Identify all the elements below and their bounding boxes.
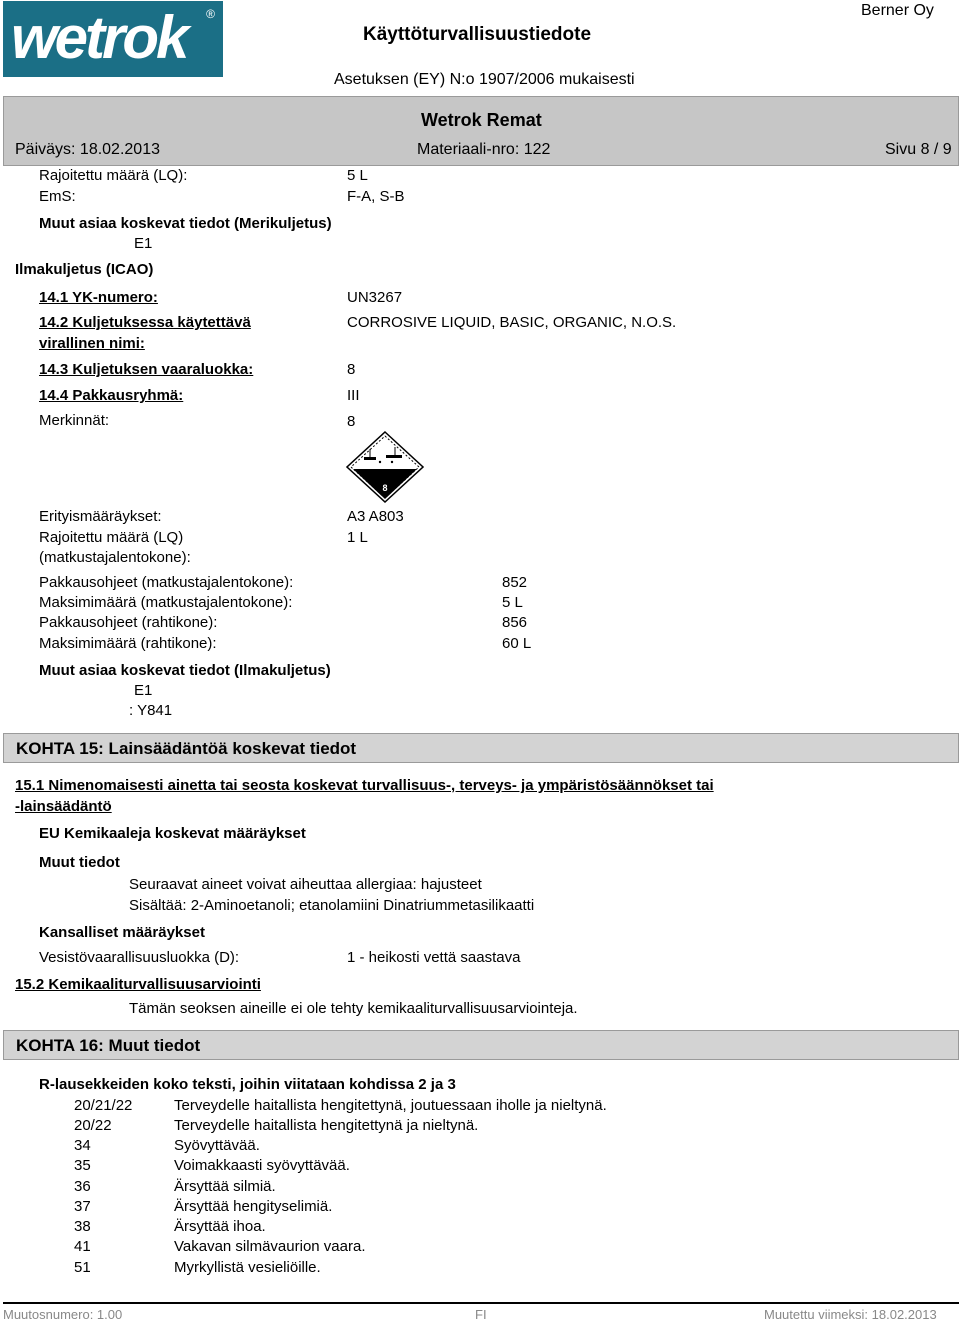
r-phrase-text: Terveydelle haitallista hengitettynä, joutuessaan iholle ja nieltynä. [174,1097,607,1114]
air-pg-value: III [347,387,360,404]
section-15-2-heading: 15.2 Kemikaaliturvallisuusarviointi [15,976,261,993]
air-name-value: CORROSIVE LIQUID, BASIC, ORGANIC, N.O.S. [347,314,677,331]
section-16-title: KOHTA 16: Muut tiedot [16,1036,201,1055]
section-15-title: KOHTA 15: Lainsäädäntöä koskevat tiedot [16,739,357,758]
r-phrase-code: 35 [74,1157,91,1174]
sea-ems-label: EmS: [39,188,76,205]
section-15-2-text: Tämän seoksen aineille ei ole tehty kemikaaliturvallisuusarviointeja. [129,1000,578,1017]
regulation-line: Asetuksen (EY) N:o 1907/2006 mukaisesti [334,71,635,88]
air-max-pax-value: 5 L [502,594,523,611]
air-labels-label: Merkinnät: [39,412,110,429]
r-phrase-text: Vakavan silmävaurion vaara. [174,1238,366,1255]
section-15-1-line-1: 15.1 Nimenomaisesti ainetta tai seosta koskevat turvallisuus-, terveys- ja ympäristösäännökset tai [15,777,714,794]
air-other-heading: Muut asiaa koskevat tiedot (Ilmakuljetus) [39,662,331,679]
air-pi-cargo-label: Pakkausohjeet (rahtikone): [39,614,218,631]
r-phrase-code: 20/22 [74,1117,112,1134]
air-other-value-1: E1 [134,682,153,699]
air-pi-pax-label: Pakkausohjeet (matkustajalentokone): [39,574,294,591]
water-hazard-label: Vesistövaarallisuusluokka (D): [39,949,240,966]
air-un-label: 14.1 YK-numero: [39,289,158,306]
air-lq-label-1: Rajoitettu määrä (LQ) [39,529,184,546]
air-class-label: 14.3 Kuljetuksen vaaraluokka: [39,361,254,378]
pictogram-number: 8 [382,483,388,493]
r-phrase-text: Terveydelle haitallista hengitettynä ja nieltynä. [174,1117,479,1134]
r-phrase-text: Ärsyttää silmiä. [174,1178,276,1195]
logo-text: wetrok [11,4,187,71]
company-name: Berner Oy [861,2,934,19]
r-phrase-code: 34 [74,1137,91,1154]
air-labels-value: 8 [347,413,356,430]
sea-other-value: E1 [134,235,153,252]
air-other-value-2: : Y841 [129,702,173,719]
air-special-label: Erityismääräykset: [39,508,162,525]
document-title: Käyttöturvallisuustiedote [363,24,592,45]
registered-mark: ® [206,7,215,21]
corrosive-hazard-icon [346,431,424,503]
national-regulations-heading: Kansalliset määräykset [39,924,205,941]
r-phrase-text: Myrkyllistä vesieliöille. [174,1259,321,1276]
language-code: FI [475,1307,487,1321]
sea-other-heading: Muut asiaa koskevat tiedot (Merikuljetus) [39,215,332,232]
air-pi-cargo-value: 856 [502,614,528,631]
r-phrase-code: 38 [74,1218,91,1235]
r-phrase-text: Ärsyttää ihoa. [174,1218,266,1235]
air-max-cargo-value: 60 L [502,635,532,652]
r-phrase-code: 41 [74,1238,91,1255]
air-max-pax-label: Maksimimäärä (matkustajalentokone): [39,594,293,611]
product-name: Wetrok Remat [421,110,542,130]
air-pi-pax-value: 852 [502,574,528,591]
air-name-label-2: virallinen nimi: [39,335,145,352]
air-name-label-1: 14.2 Kuljetuksessa käytettävä [39,314,251,331]
material-number: Materiaali-nro: 122 [417,141,551,158]
r-phrase-text: Syövyttävää. [174,1137,260,1154]
air-pg-label: 14.4 Pakkausryhmä: [39,387,184,404]
other-info-heading: Muut tiedot [39,854,120,871]
other-info-line-1: Seuraavat aineet voivat aiheuttaa allergiaa: hajusteet [129,876,482,893]
r-phrase-text: Ärsyttää hengityselimiä. [174,1198,333,1215]
r-phrase-code: 51 [74,1259,91,1276]
r-phrase-code: 36 [74,1178,91,1195]
air-lq-label-2: (matkustajalentokone): [39,549,191,566]
sea-ems-value: F-A, S-B [347,188,405,205]
other-info-line-2: Sisältää: 2-Aminoetanoli; etanolamiini Dinatriummetasilikaatti [129,897,535,914]
air-max-cargo-label: Maksimimäärä (rahtikone): [39,635,217,652]
last-modified: Muutettu viimeksi: 18.02.2013 [764,1307,937,1321]
r-phrase-code: 20/21/22 [74,1097,133,1114]
r-phrases-heading: R-lausekkeiden koko teksti, joihin viitataan kohdissa 2 ja 3 [39,1076,456,1093]
page-number: Sivu 8 / 9 [885,141,952,158]
sea-lq-label: Rajoitettu määrä (LQ): [39,167,188,184]
air-class-value: 8 [347,361,356,378]
water-hazard-value: 1 - heikosti vettä saastava [347,949,521,966]
air-lq-value: 1 L [347,529,368,546]
air-special-value: A3 A803 [347,508,404,525]
r-phrase-text: Voimakkaasti syövyttävää. [174,1157,350,1174]
sea-lq-value: 5 L [347,167,368,184]
r-phrase-code: 37 [74,1198,91,1215]
air-heading: Ilmakuljetus (ICAO) [15,261,154,278]
issue-date: Päiväys: 18.02.2013 [15,141,160,158]
section-16-header [3,1030,959,1060]
revision-number: Muutosnumero: 1.00 [3,1307,123,1321]
air-un-value: UN3267 [347,289,403,306]
eu-regulations-heading: EU Kemikaaleja koskevat määräykset [39,825,306,842]
section-15-1-line-2: -lainsäädäntö [15,798,112,815]
section-15-header [3,733,959,763]
footer-divider [3,1302,959,1304]
company-logo [3,1,223,77]
